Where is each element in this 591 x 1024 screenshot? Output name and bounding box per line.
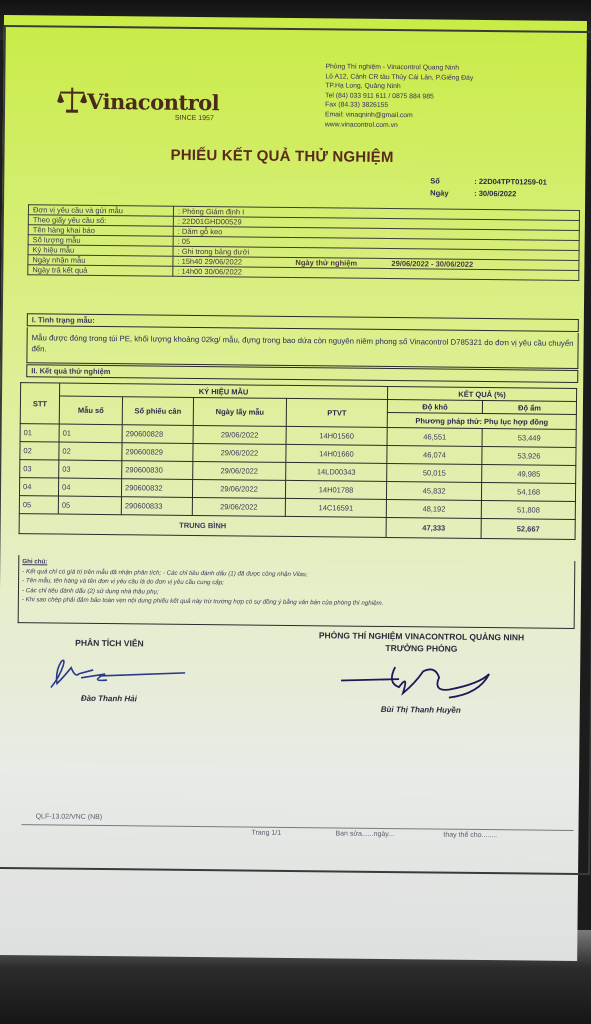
average-label: TRUNG BÌNH — [19, 514, 386, 538]
note-line: - Tên mẫu, tên hàng và tên đơn vị yêu cầu là do đơn vị yêu cầu cung cấp; — [22, 577, 224, 587]
head-name: Bùi Thị Thanh Huyền — [380, 704, 461, 715]
cell-stt: 04 — [19, 478, 58, 496]
cell-so-phieu-can: 290600828 — [122, 425, 193, 444]
analyst-name: Đào Thanh Hải — [80, 693, 137, 704]
cell-ngay: 29/06/2022 — [193, 461, 286, 480]
address-line: Lô A12, Cảnh CR tàu Thủy Cái Lân, P.Giếng Đáy — [325, 72, 474, 82]
address-line: Fax (84.33) 3826155 — [325, 101, 389, 110]
cell-stt: 05 — [19, 496, 58, 514]
address-line: TP.Hạ Long, Quảng Ninh — [325, 82, 401, 91]
cell-do-kho: 48,192 — [386, 499, 481, 518]
cell-do-kho: 46,551 — [387, 427, 482, 446]
info-label: Ngày trả kết quả — [28, 265, 173, 277]
head-signature-block — [283, 630, 560, 716]
ngay-value: : 30/06/2022 — [474, 188, 517, 199]
section-1-heading: I. Tình trạng mẫu: — [27, 313, 579, 332]
logo-wordmark: Vinacontrol — [86, 88, 220, 116]
address-line: Phòng Thí nghiệm - Vinacontrol Quang Ninh — [325, 63, 460, 72]
test-date-value: 29/06/2022 - 30/06/2022 — [387, 258, 579, 270]
replace-text: thay thế cho........ — [443, 831, 498, 840]
note-line: - Các chỉ tiêu đánh dấu (2) sử dụng nhà thầu phụ; — [21, 586, 159, 596]
address-line: www.vinacontrol.com.vn — [324, 120, 398, 129]
header-so-phieu-can: Số phiếu cân — [122, 397, 193, 426]
header-ket-qua: KẾT QUẢ (%) — [388, 386, 577, 401]
page-number: Trang 1/1 — [251, 829, 282, 837]
cell-do-kho: 50,015 — [387, 463, 482, 482]
info-value: : 05 — [173, 236, 579, 250]
results-table — [19, 382, 578, 540]
edition-text: Ban sửa......ngày... — [335, 830, 395, 839]
so-value: : 22D04TPT01259-01 — [474, 176, 547, 187]
header-method: Phương pháp thử: Phụ lục hợp đồng — [387, 412, 576, 429]
info-value: : Dăm gỗ keo — [173, 226, 579, 240]
cell-ngay: 29/06/2022 — [193, 425, 286, 444]
cell-so-phieu-can: 290600829 — [122, 443, 193, 462]
info-value: : 14h00 30/06/2022 — [173, 266, 579, 280]
cell-do-kho: 45,832 — [386, 481, 481, 500]
analyst-role: PHÂN TÍCH VIÊN — [75, 637, 144, 649]
cell-do-am: 53,926 — [482, 446, 576, 465]
ngay-label: Ngày — [430, 188, 449, 198]
cell-mau-so: 05 — [58, 496, 121, 515]
cell-stt: 02 — [20, 442, 59, 460]
cell-ngay: 29/06/2022 — [192, 479, 285, 498]
cell-do-am: 53,449 — [482, 428, 576, 447]
cell-ngay: 29/06/2022 — [192, 497, 285, 516]
cell-ptvt: 14H01560 — [286, 426, 387, 445]
test-date-label: Ngày thử nghiệm — [291, 257, 387, 268]
scales-icon — [57, 86, 87, 114]
info-label: Tên hàng khai báo — [28, 225, 173, 237]
address-line: Email: vinaqninh@gmail.com — [324, 111, 413, 120]
cell-so-phieu-can: 290600830 — [122, 461, 193, 480]
document-title: PHIẾU KẾT QUẢ THỬ NGHIỆM — [170, 146, 394, 167]
analyst-signature — [45, 647, 195, 695]
sample-info-table — [27, 204, 580, 281]
info-value: : Phòng Giám định I — [173, 206, 579, 220]
company-address — [325, 62, 566, 132]
logo-since: SINCE 1957 — [174, 114, 214, 123]
form-code: QLF-13.02/VNC (NB) — [35, 813, 103, 822]
cell-so-phieu-can: 290600832 — [121, 479, 192, 498]
cell-mau-so: 01 — [59, 424, 122, 443]
average-do-am: 52,667 — [481, 518, 575, 539]
info-label: Ký hiệu mẫu — [28, 245, 173, 257]
cell-stt: 01 — [20, 424, 59, 442]
info-value: : Ghi trong bảng dưới — [173, 246, 579, 260]
info-value: : 15h40 29/06/2022 — [173, 256, 292, 267]
note-line: - Kết quả chỉ có giá trị trên mẫu đã nhận phân tích; - Các chỉ tiêu đánh dấu (1) đã được công nhận Vilas; — [22, 567, 308, 578]
cell-stt: 03 — [20, 460, 59, 478]
info-label: Đơn vị yêu cầu và gửi mẫu — [28, 205, 173, 217]
cell-so-phieu-can: 290600833 — [121, 497, 192, 516]
cell-do-kho: 46,074 — [387, 445, 482, 464]
notes-title: Ghi chú: — [22, 558, 48, 566]
analyst-signature-block — [49, 637, 170, 703]
cell-mau-so: 04 — [58, 478, 121, 497]
notes-box — [18, 555, 576, 629]
note-line: - Khi sao chép phải đảm bảo toàn vẹn nội dung phiếu kết quả này trừ trường hợp có sự đồng ý bằng văn bản của phòng thí nghiệm. — [21, 596, 384, 607]
head-signature — [339, 652, 510, 706]
header-ptvt: PTVT — [286, 398, 387, 427]
cell-ptvt: 14H01788 — [285, 480, 386, 499]
header-mau-so: Mẫu số — [59, 396, 122, 425]
company-logo — [57, 86, 220, 123]
cell-mau-so: 03 — [59, 460, 122, 479]
address-line: Tel (84) 033 911 611 / 0875 884 985 — [325, 92, 434, 101]
header-ky-hieu: KÝ HIỆU MẪU — [60, 383, 388, 399]
header-stt: STT — [20, 383, 59, 424]
cell-do-am: 54,168 — [482, 482, 576, 501]
header-ngay-lay-mau: Ngày lấy mẫu — [193, 397, 286, 426]
section-2-heading: II. Kết quả thử nghiệm — [26, 364, 578, 383]
info-value: : 22D01GHD00529 — [173, 216, 579, 230]
so-label: Số — [430, 176, 440, 186]
average-do-kho: 47,333 — [386, 517, 481, 538]
cell-mau-so: 02 — [59, 442, 122, 461]
cell-ptvt: 14LD00343 — [286, 462, 387, 481]
header-do-kho: Độ khô — [387, 399, 482, 413]
info-label: Số lượng mẫu — [28, 235, 173, 247]
head-role: TRƯỞNG PHÒNG — [385, 642, 458, 654]
document-meta — [430, 172, 547, 203]
info-label: Theo giấy yêu cầu số: — [28, 215, 173, 227]
cell-ptvt: 14H01660 — [286, 444, 387, 463]
lab-name: PHÒNG THÍ NGHIỆM VINACONTROL QUẢNG NINH — [318, 630, 525, 643]
cell-ngay: 29/06/2022 — [193, 443, 286, 462]
cell-ptvt: 14C16591 — [285, 498, 386, 517]
document-paper — [0, 15, 587, 961]
header-do-am: Độ ẩm — [483, 400, 577, 414]
cell-do-am: 49,985 — [482, 464, 576, 483]
sample-condition-text: Mẫu được đóng trong túi PE, khối lượng khoảng 02kg/ mẫu, đựng trong bao dứa còn nguyên niêm phong số Vinacontrol D785321 do đơn vị yêu cầu chuyển đến. — [26, 327, 578, 369]
cell-do-am: 51,808 — [481, 500, 575, 519]
info-label: Ngày nhận mẫu — [28, 255, 173, 267]
